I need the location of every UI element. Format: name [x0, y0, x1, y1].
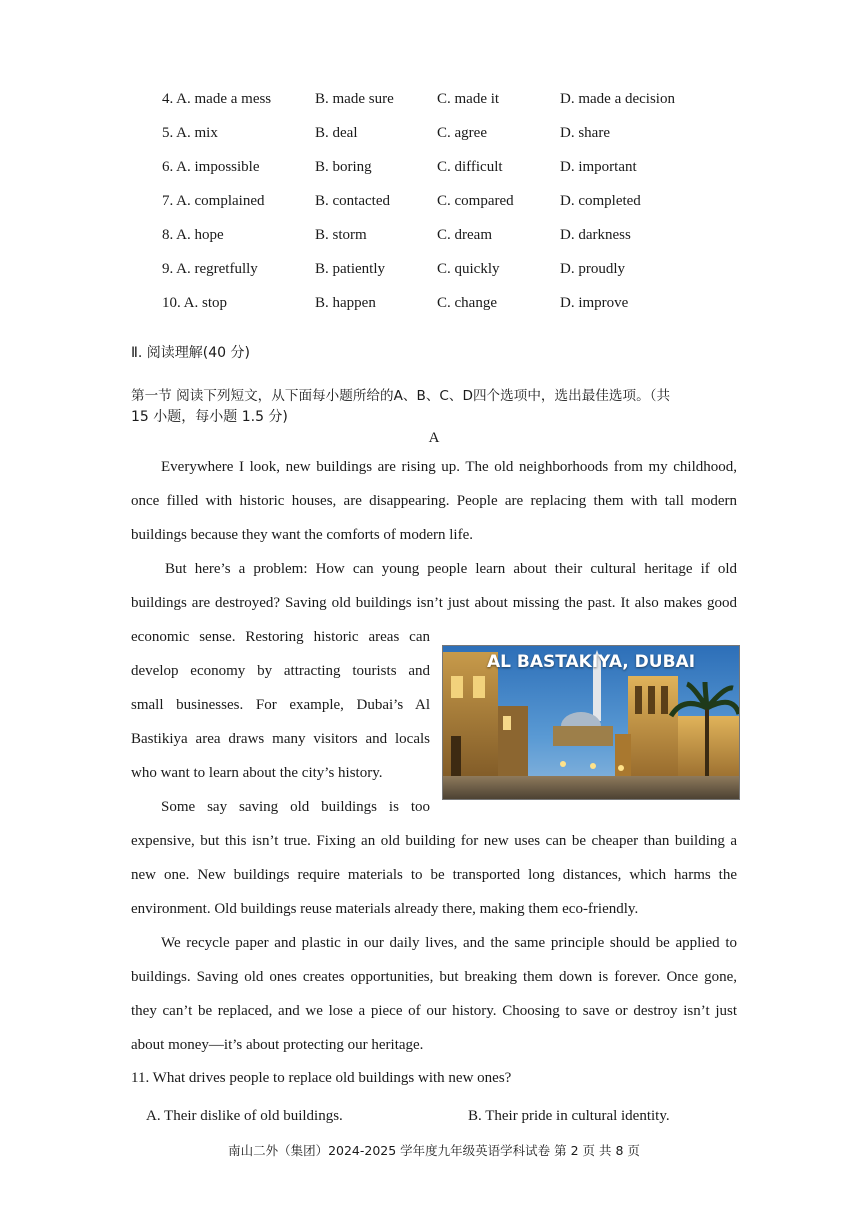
option-4b: B. made sure [315, 91, 394, 107]
passage-line: buildings. Saving old ones creates opportunities, but breaking them down is forever. Once gone, [131, 969, 737, 985]
dubai-photo [442, 645, 740, 800]
option-6c: C. difficult [437, 159, 503, 175]
passage-line: buildings because they want the comforts of modern life. [131, 527, 473, 543]
option-4a: 4. A. made a mess [162, 91, 272, 107]
option-7c: C. compared [437, 193, 514, 209]
option-5a: 5. A. mix [162, 125, 218, 141]
passage-line: buildings are destroyed? Saving old buildings isn’t just about missing the past. It also makes good [131, 595, 737, 611]
option-9b: B. patiently [315, 261, 385, 277]
passage-line: they can’t be replaced, and we lose a piece of our history. Choosing to save or destroy isn’t just [131, 1003, 737, 1019]
passage-line: Some say saving old buildings is too [161, 799, 430, 815]
question-11-option-a: A. Their dislike of old buildings. [146, 1108, 343, 1124]
passage-label: A [428, 430, 440, 446]
passage-line: Everywhere I look, new buildings are rising up. The old neighborhoods from my childhood, [161, 459, 737, 475]
passage-line: economic sense. Restoring historic areas can [131, 629, 430, 645]
option-4c: C. made it [437, 91, 500, 107]
option-10c: C. change [437, 295, 497, 311]
option-8c: C. dream [437, 227, 492, 243]
option-7b: B. contacted [315, 193, 390, 209]
passage-line: develop economy by attracting tourists and [131, 663, 430, 679]
section-heading: Ⅱ. 阅读理解(40 分) [131, 345, 250, 361]
option-8a: 8. A. hope [162, 227, 224, 243]
option-7a: 7. A. complained [162, 193, 265, 209]
option-7d: D. completed [560, 193, 641, 209]
option-10d: D. improve [560, 295, 629, 311]
passage-line: small businesses. For example, Dubai’s Al [131, 697, 430, 713]
option-6d: D. important [560, 159, 637, 175]
option-10a: 10. A. stop [162, 295, 228, 311]
option-5d: D. share [560, 125, 610, 141]
passage-line: But here’s a problem: How can young people learn about their cultural heritage if old [165, 561, 737, 577]
question-11-option-b: B. Their pride in cultural identity. [468, 1108, 670, 1124]
option-8b: B. storm [315, 227, 367, 243]
passage-line: Bastikiya area draws many visitors and locals [131, 731, 430, 747]
page-footer: 南山二外（集团）2024-2025 学年度九年级英语学科试卷 第 2 页 共 8 页 [228, 1143, 640, 1158]
passage-line: expensive, but this isn’t true. Fixing an old building for new uses can be cheaper than building a [131, 833, 737, 849]
section-instruction-line2: 15 小题，每小题 1.5 分) [131, 409, 288, 425]
option-6b: B. boring [315, 159, 372, 175]
passage-line: who want to learn about the city’s history. [131, 765, 383, 781]
option-8d: D. darkness [560, 227, 631, 243]
option-9c: C. quickly [437, 261, 500, 277]
option-5c: C. agree [437, 125, 487, 141]
option-10b: B. happen [315, 295, 376, 311]
passage-line: We recycle paper and plastic in our daily lives, and the same principle should be applied to [161, 935, 737, 951]
passage-line: once filled with historic houses, are disappearing. People are replacing them with tall modern [131, 493, 737, 509]
question-11-stem: 11. What drives people to replace old buildings with new ones? [131, 1070, 512, 1086]
option-9a: 9. A. regretfully [162, 261, 258, 277]
option-4d: D. made a decision [560, 91, 675, 107]
option-9d: D. proudly [560, 261, 625, 277]
passage-line: about money—it’s about protecting our heritage. [131, 1037, 424, 1053]
option-5b: B. deal [315, 125, 358, 141]
photo-caption: AL BASTAKIYA, DUBAI [486, 652, 696, 672]
option-6a: 6. A. impossible [162, 159, 260, 175]
section-instruction-line1: 第一节 阅读下列短文，从下面每小题所给的A、B、C、D四个选项中，选出最佳选项。（共 [131, 388, 671, 404]
passage-line: new one. New buildings require materials to be transported long distances, which harms the [131, 867, 737, 883]
passage-line: environment. Old buildings reuse materials already there, making them eco-friendly. [131, 901, 639, 917]
